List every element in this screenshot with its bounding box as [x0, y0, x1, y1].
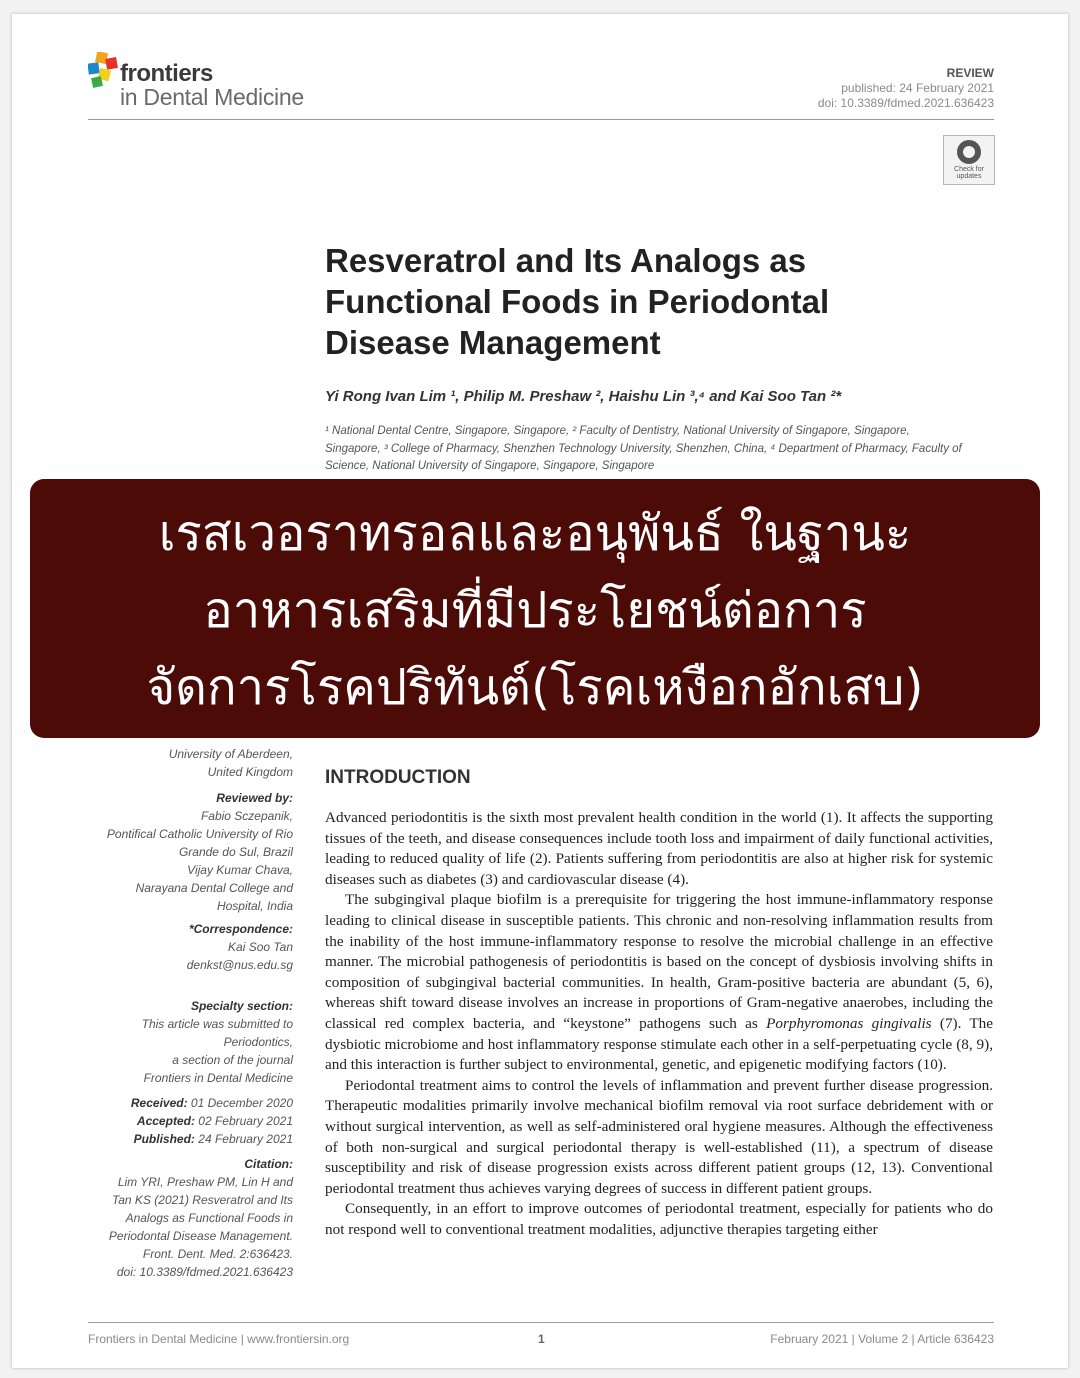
- introduction-body: [325, 808, 993, 1240]
- paragraph-3: Periodontal treatment aims to control the levels of inflammation and prevent further disease progression. Therapeutic modalities primarily involve mechanical biofilm removal via root surface debridement with or without surgical intervention, as well as self-administered oral hygiene measures. Although the effectiveness of both non-surgical and surgical periodontal therapy is well-established (11), a spectrum of disease susceptibility and risk of disease progression exists across different patient groups (12, 13). Conventional periodontal treatment thus achieves varying degrees of success in different patient groups.: [325, 1076, 993, 1197]
- paragraph-1: Advanced periodontitis is the sixth most prevalent health condition in the world (1). It affects the supporting tissues of the teeth, and disease consequences include tooth loss and impairment of daily functional activities, leading to reduced quality of life (2). Patients suffering from periodontitis are also at higher risk for systemic diseases such as diabetes (3) and cardiovascular disease (4).: [325, 809, 993, 888]
- page-number: 1: [538, 1332, 545, 1346]
- reviewed-by-section: Reviewed by: Fabio Sczepanik, Pontifical Catholic University of Rio Grande do Sul, Brazil Vijay Kumar Chava, Narayana Dental College and Hospital, India: [106, 791, 293, 913]
- affiliations: ¹ National Dental Centre, Singapore, Singapore, ² Faculty of Dentistry, National University of Singapore, Singapore, Singapore, ³ College of Pharmacy, Shenzhen Technology University, Shenzhen, China, ⁴ Department of Pharmacy, Faculty of Science, National University of Singapore, Singapore, Singapore: [325, 425, 962, 472]
- editor-affiliation: University of Aberdeen, United Kingdom: [168, 747, 293, 779]
- correspondence-section: *Correspondence: Kai Soo Tan denkst@nus.edu.sg: [63, 920, 293, 974]
- article-header-info: [818, 66, 994, 111]
- article-type: REVIEW: [946, 66, 994, 80]
- footer-divider: [88, 1322, 994, 1323]
- journal-subtitle: in Dental Medicine: [120, 84, 304, 110]
- dates-section: Received: 01 December 2020 Accepted: 02 February 2021 Published: 24 February 2021: [130, 1096, 293, 1146]
- paragraph-4: Consequently, in an effort to improve outcomes of periodontal treatment, especially for patients who do not respond well to conventional treatment modalities, adjunctive therapies targeting either: [325, 1200, 993, 1238]
- correspondence-email[interactable]: denkst@nus.edu.sg: [186, 958, 293, 972]
- frontiers-logo-icon: [88, 52, 122, 90]
- footer-issue-info: February 2021 | Volume 2 | Article 636423: [770, 1332, 994, 1346]
- doi: doi: 10.3389/fdmed.2021.636423: [817, 96, 994, 110]
- introduction-heading: INTRODUCTION: [325, 767, 471, 788]
- header-divider: [88, 119, 994, 120]
- article-title: Resveratrol and Its Analogs as Functional Foods in Periodontal Disease Management: [325, 242, 830, 361]
- paper-page: [12, 14, 1068, 1368]
- footer-journal-link[interactable]: Frontiers in Dental Medicine | www.frontiersin.org: [88, 1332, 350, 1346]
- specialty-section: Specialty section: This article was submitted to Periodontics, a section of the journal Frontiers in Dental Medicine: [141, 999, 293, 1085]
- citation-section: Citation: Lim YRI, Preshaw PM, Lin H and Tan KS (2021) Resveratrol and Its Analogs as Functional Foods in Periodontal Disease Management. Front. Dent. Med. 2:636423. doi: 10.3389/fdmed.2021.636423: [108, 1157, 293, 1279]
- check-for-updates-badge[interactable]: Check for updates: [943, 135, 995, 185]
- thai-caption-text: เรสเวอราทรอลและอนุพันธ์ ในฐานะ อาหารเสริมที่มีประโยชน์ต่อการ จัดการโรคปริทันต์(โรคเหงือกอักเสบ): [146, 505, 924, 716]
- published-date: published: 24 February 2021: [841, 81, 994, 95]
- thai-caption-overlay: [30, 479, 1040, 738]
- journal-name: frontiers: [120, 60, 213, 87]
- refresh-icon: [957, 140, 981, 164]
- author-list: Yi Rong Ivan Lim ¹, Philip M. Preshaw ², Haishu Lin ³,⁴ and Kai Soo Tan ²*: [325, 388, 842, 405]
- paragraph-2: The subgingival plaque biofilm is a prerequisite for triggering the host immune-inflammatory response leading to clinical disease in susceptible patients. This chronic and non-resolving inflammation results from the inability of the host immune-inflammatory response to resolve the microbial challenge in an effective manner. The microbial pathogenesis of periodontitis is based on the concept of dysbiosis involving shifts in composition of subgingival bacterial communities. In health, Gram-positive bacteria are abundant (5, 6), whereas shift toward disease involves an increase in proportions of Gram-negative anaerobes, including the classical red complex bacteria, and “keystone” pathogens such as Porphyromonas gingivalis (7). The dysbiotic microbiome and host inflammatory response stimulate each other in a self-perpetuating cycle (8, 9), and this interaction is further subject to environmental, genetic, and epigenetic modifying factors (10).: [325, 891, 994, 1074]
